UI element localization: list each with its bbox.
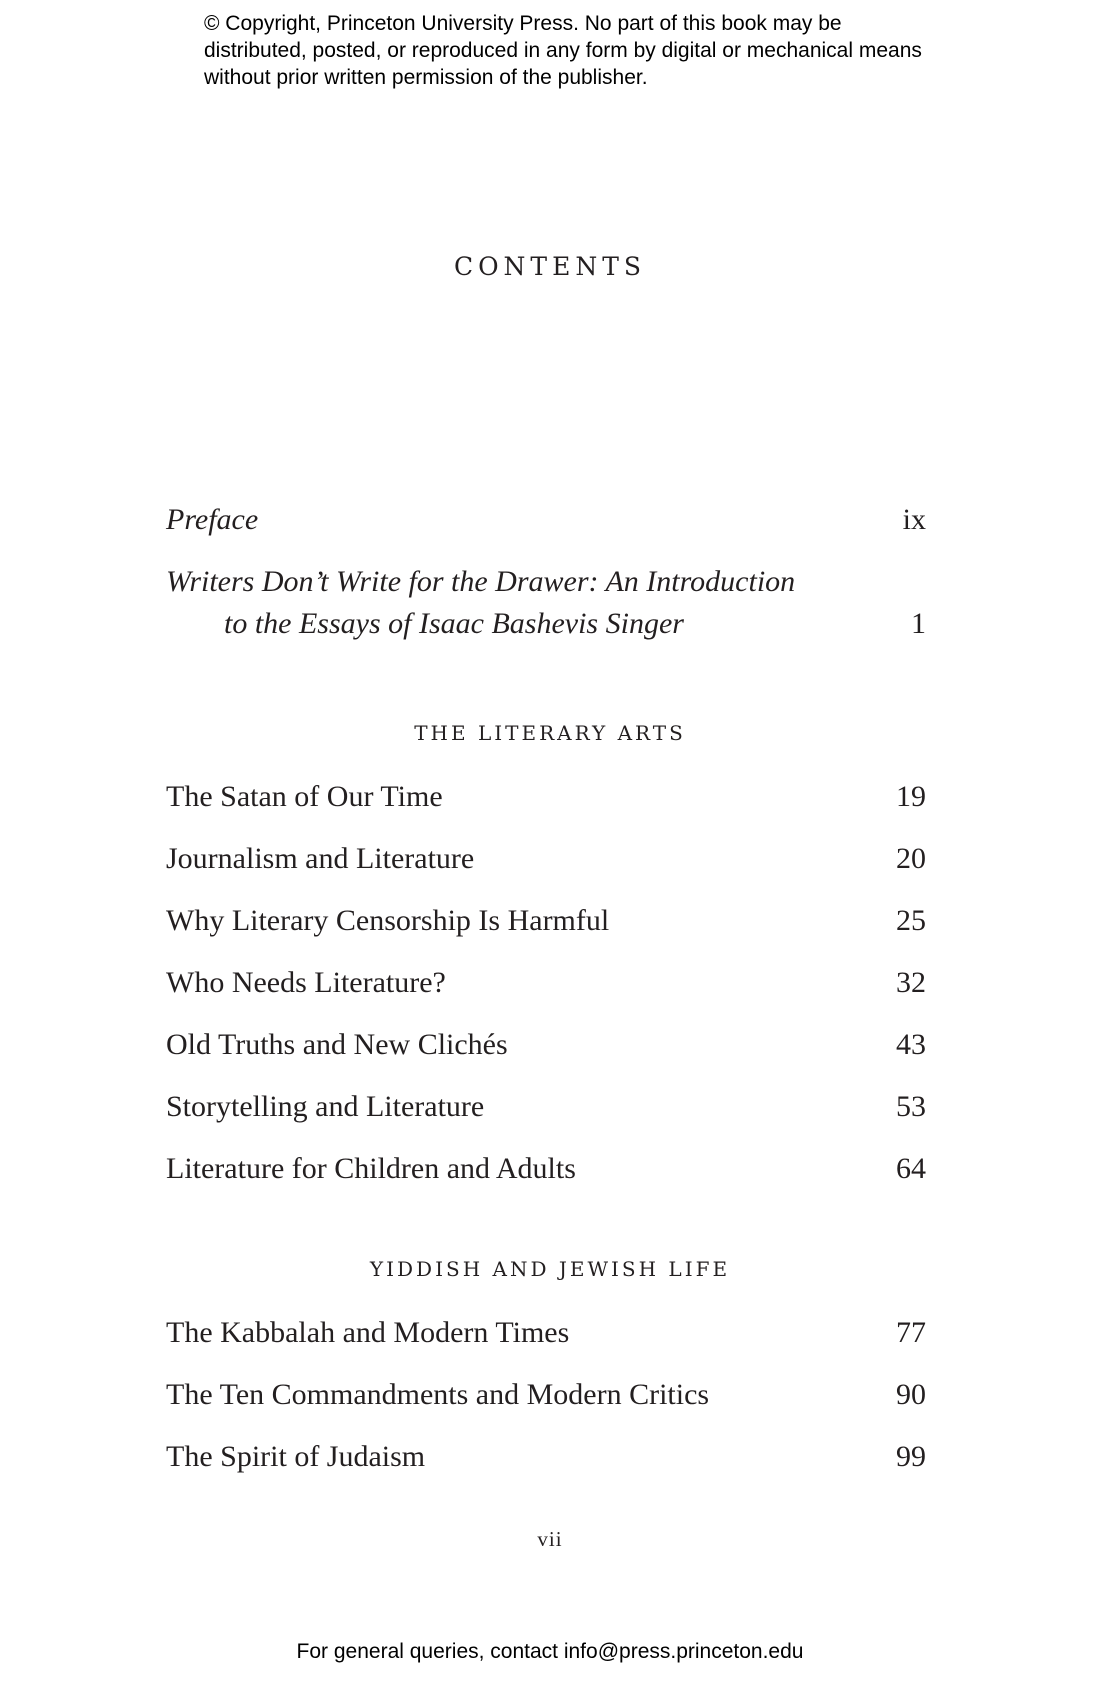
toc-entry-page: 64: [896, 1152, 926, 1185]
toc-entry[interactable]: [166, 961, 926, 1005]
toc-entry-title: Old Truths and New Clichés: [166, 1028, 508, 1061]
toc-entry-page: 43: [896, 1028, 926, 1061]
toc-entry-title: Who Needs Literature?: [166, 966, 446, 999]
toc-entry-page: ix: [902, 503, 926, 536]
toc-entry-page: 32: [896, 966, 926, 999]
toc-entry-title: The Satan of Our Time: [166, 780, 443, 813]
toc-entry[interactable]: [166, 837, 926, 881]
toc-entry[interactable]: [166, 1373, 926, 1417]
toc-entry-preface[interactable]: [166, 498, 926, 542]
toc-entry-title: Literature for Children and Adults: [166, 1152, 576, 1185]
toc-entry[interactable]: [166, 1311, 926, 1355]
toc-entry[interactable]: [166, 899, 926, 943]
toc-entry[interactable]: [166, 1147, 926, 1191]
page-number: vii: [537, 1527, 563, 1551]
toc-entry-page: 1: [911, 607, 926, 640]
toc-entry-introduction-cont[interactable]: [166, 602, 926, 646]
toc-entry[interactable]: [166, 1085, 926, 1129]
toc-entry-title: Why Literary Censorship Is Harmful: [166, 904, 610, 937]
toc-entry-title: The Ten Commandments and Modern Critics: [166, 1378, 710, 1411]
toc-entry[interactable]: [166, 1435, 926, 1479]
toc-entry-page: 19: [896, 780, 926, 813]
page-title: CONTENTS: [453, 252, 647, 281]
toc-entry-page: 53: [896, 1090, 926, 1123]
toc-entry-page: 90: [896, 1378, 926, 1411]
toc-entry-page: 77: [896, 1316, 926, 1349]
toc-entry-page: 20: [896, 842, 926, 875]
toc-entry-title: Journalism and Literature: [166, 842, 475, 875]
footer-contact: For general queries, contact info@press.princeton.edu: [296, 1640, 804, 1663]
toc-entry-title: The Spirit of Judaism: [166, 1440, 426, 1473]
toc-entry-title-line2: to the Essays of Isaac Bashevis Singer: [224, 607, 684, 640]
toc-entry-title: The Kabbalah and Modern Times: [166, 1316, 570, 1349]
toc-entry[interactable]: [166, 1023, 926, 1067]
toc-entry[interactable]: [166, 775, 926, 819]
toc-entry-title: Preface: [166, 503, 259, 536]
toc-entry-title-line1: Writers Don’t Write for the Drawer: An Introduction: [166, 565, 796, 598]
toc-entry-page: 99: [896, 1440, 926, 1473]
copyright-notice: © Copyright, Princeton University Press. No part of this book may be distributed, posted, or reproduced in any form by digital or mechanical means without prior written permission of the publisher.: [204, 12, 922, 89]
toc-entry-title: Storytelling and Literature: [166, 1090, 485, 1123]
toc-entry-introduction[interactable]: [166, 560, 926, 604]
toc-entry-page: 25: [896, 904, 926, 937]
section-heading-yiddish-jewish-life: YIDDISH AND JEWISH LIFE: [369, 1257, 731, 1281]
section-heading-literary-arts: THE LITERARY ARTS: [414, 721, 686, 745]
